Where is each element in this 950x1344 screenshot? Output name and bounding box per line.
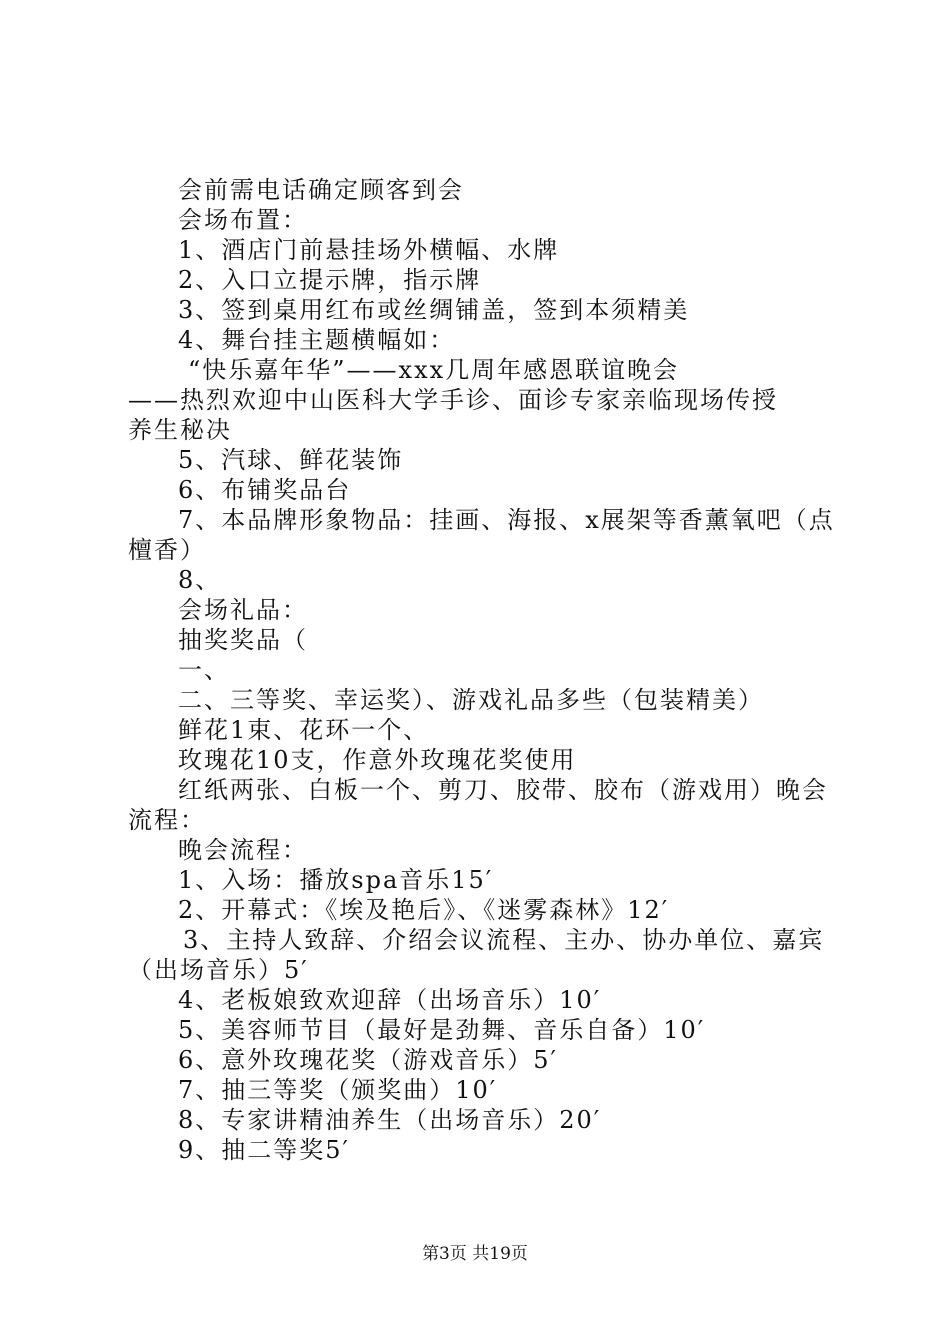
text-line: 会前需电话确定顾客到会 <box>178 176 464 204</box>
text-line: 玫瑰花10支，作意外玫瑰花奖使用 <box>178 746 577 774</box>
text-line: ——热烈欢迎中山医科大学手诊、面诊专家亲临现场传授 <box>128 386 778 414</box>
banner-text: “快乐嘉年华”——xxx几周年感恩联谊晚会 <box>188 356 680 384</box>
list-item: 7、本品牌形象物品：挂画、海报、x展架等香薰氧吧（点 <box>178 506 835 534</box>
list-item: 1、酒店门前悬挂场外横幅、水牌 <box>178 236 560 264</box>
document-body <box>128 175 834 1165</box>
list-item: 8、 <box>178 566 222 594</box>
list-item: 5、汽球、鲜花装饰 <box>178 446 404 474</box>
list-item: 4、舞台挂主题横幅如： <box>178 326 456 354</box>
text-line: 檀香） <box>128 536 206 564</box>
list-item: 7、抽三等奖（颁奖曲）10′ <box>178 1076 498 1104</box>
list-item: 3、签到桌用红布或丝绸铺盖，签到本须精美 <box>178 296 690 324</box>
list-item: 6、布铺奖品台 <box>178 476 352 504</box>
list-item: 8、专家讲精油养生（出场音乐）20′ <box>178 1106 602 1134</box>
section-heading: 晚会流程： <box>178 836 308 864</box>
text-line: （出场音乐）5′ <box>128 956 309 984</box>
section-heading: 会场礼品： <box>178 596 308 624</box>
text-line: 养生秘决 <box>128 416 232 444</box>
list-item: 3、主持人致辞、介绍会议流程、主办、协办单位、嘉宾 <box>183 926 825 954</box>
list-item: 6、意外玫瑰花奖（游戏音乐）5′ <box>178 1046 558 1074</box>
text-line: 流程： <box>128 806 206 834</box>
text-line: 鲜花1束、花环一个、 <box>178 716 430 744</box>
list-item: 9、抽二等奖5′ <box>178 1136 350 1164</box>
text-line: 一、 <box>178 656 230 684</box>
section-heading: 会场布置： <box>178 206 308 234</box>
list-item: 2、入口立提示牌，指示牌 <box>178 266 482 294</box>
list-item: 5、美容师节目（最好是劲舞、音乐自备）10′ <box>178 1016 706 1044</box>
text-line: 红纸两张、白板一个、剪刀、胶带、胶布（游戏用）晚会 <box>178 776 828 804</box>
page-number: 第3页 共19页 <box>422 1244 528 1264</box>
list-item: 2、开幕式：《埃及艳后》、《迷雾森林》12′ <box>178 896 670 924</box>
list-item: 1、入场：播放spa音乐15′ <box>178 866 494 894</box>
text-line: 二、三等奖、幸运奖）、游戏礼品多些（包装精美） <box>178 686 764 714</box>
text-line: 抽奖奖品（ <box>178 626 308 654</box>
page-footer <box>0 1243 950 1265</box>
list-item: 4、老板娘致欢迎辞（出场音乐）10′ <box>178 986 602 1014</box>
